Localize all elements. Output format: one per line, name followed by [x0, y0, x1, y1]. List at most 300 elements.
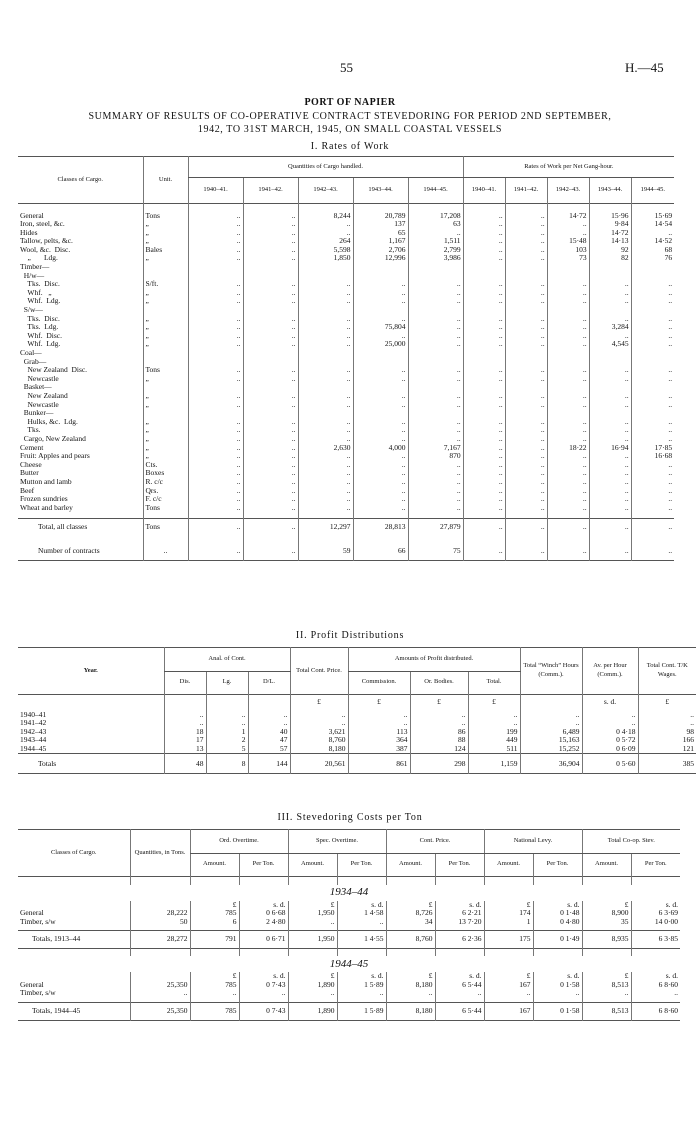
rate-cell: .. [463, 246, 505, 255]
rate-cell: .. [589, 366, 631, 375]
quantity-cell: 50 [130, 918, 190, 927]
rate-cell: .. [505, 444, 547, 453]
cargo-class-label: General [20, 909, 44, 918]
quantity-cell: .. [298, 487, 353, 496]
unit-cell: „ [143, 375, 188, 384]
rate-cell: .. [463, 366, 505, 375]
rate-cell: .. [463, 375, 505, 384]
rate-cell: .. [547, 487, 589, 496]
unit-symbol: £ [190, 901, 239, 910]
per-ton-cell: 0 4·80 [533, 918, 582, 927]
cargo-class-label: Tallow, pelts, &c. [20, 237, 73, 246]
quantity-cell: .. [243, 220, 298, 229]
quantity-cell: .. [353, 280, 408, 289]
rate-year-header: 1944–45. [631, 178, 674, 204]
quantity-cell: .. [243, 504, 298, 513]
header-av-hour: Av. per Hour (Comm.). [582, 648, 638, 695]
spacer-cell [18, 877, 130, 885]
quantity-cell: .. [353, 297, 408, 306]
rate-cell [631, 383, 674, 392]
rate-cell: .. [463, 392, 505, 401]
cargo-class-label: „ Ldg. [20, 254, 58, 263]
quantity-cell: .. [188, 418, 243, 427]
rate-cell [589, 263, 631, 272]
rate-cell: .. [463, 315, 505, 324]
quantity-cell [353, 306, 408, 315]
quantity-cell: .. [408, 392, 463, 401]
quantity-cell: .. [353, 392, 408, 401]
quantity-cell: .. [298, 435, 353, 444]
rate-cell: 14·72 [547, 212, 589, 221]
spacer-cell [533, 877, 582, 885]
table-row [18, 280, 674, 289]
quantity-cell: .. [408, 504, 463, 513]
rate-year-header: 1942–43. [547, 178, 589, 204]
quantity-cell [408, 306, 463, 315]
header-quantities: Quantities of Cargo handled. [188, 157, 463, 178]
amount-cell: 34 [386, 918, 435, 927]
unit-cell [143, 349, 188, 358]
cost-group-header: Cont. Price. [386, 830, 484, 854]
spacer-cell [353, 204, 408, 212]
hours-cell: 6,489 [520, 728, 582, 737]
quantity-cell: .. [408, 478, 463, 487]
quantity-cell: .. [188, 487, 243, 496]
cargo-class-label: S/w— [20, 306, 43, 315]
unit-cell: Bales [143, 246, 188, 255]
per-ton-cell: 6 5·44 [435, 981, 484, 990]
profit-cell: 298 [410, 754, 468, 774]
cargo-class-label: Tks. Disc. [20, 314, 60, 323]
rate-cell [631, 349, 674, 358]
quantity-cell [408, 349, 463, 358]
rate-cell: .. [505, 542, 547, 560]
header-unit: Unit. [143, 157, 188, 204]
wages-cell: 98 [638, 728, 696, 737]
unit-symbol: s. d. [337, 972, 386, 981]
spacer-row [18, 877, 680, 885]
unit-symbol: £ [484, 901, 533, 910]
rate-cell: .. [547, 426, 589, 435]
qty-year-header: 1940–41. [188, 178, 243, 204]
rate-cell: .. [631, 375, 674, 384]
quantity-cell [188, 409, 243, 418]
cost-subheader: Per Ton. [631, 853, 680, 877]
profit-cell: 86 [410, 728, 468, 737]
rate-cell: .. [631, 487, 674, 496]
rate-cell: .. [631, 518, 674, 536]
cont-subheader: Dis. [164, 671, 206, 695]
rate-cell: .. [463, 487, 505, 496]
hours-cell: .. [520, 719, 582, 728]
unit-symbol: £ [190, 972, 239, 981]
amount-cell: 785 [190, 909, 239, 918]
quantity-cell [408, 409, 463, 418]
rate-cell: .. [547, 518, 589, 536]
quantity-cell: .. [408, 401, 463, 410]
cost-subheader: Amount. [484, 853, 533, 877]
spacer-cell [631, 948, 680, 956]
profit-cell: .. [410, 719, 468, 728]
spacer-cell [188, 204, 243, 212]
table-row [18, 1002, 680, 1020]
unit-cell: „ [143, 289, 188, 298]
rate-year-header: 1941–42. [505, 178, 547, 204]
quantity-cell: .. [298, 495, 353, 504]
quantity-cell: 25,350 [130, 981, 190, 990]
amount-cell: 791 [190, 930, 239, 948]
cargo-class-label: Newcastle [20, 374, 59, 383]
quantity-cell: .. [408, 289, 463, 298]
quantity-cell: .. [298, 297, 353, 306]
rate-cell: .. [463, 435, 505, 444]
spacer-cell [18, 204, 143, 212]
rate-cell: 14·54 [631, 220, 674, 229]
quantity-cell: .. [188, 452, 243, 461]
rate-cell [463, 358, 505, 367]
quantity-cell: 3,986 [408, 254, 463, 263]
cargo-class-label: Coal— [20, 349, 42, 357]
quantity-cell: .. [408, 315, 463, 324]
rate-cell: .. [631, 280, 674, 289]
per-ton-cell: 0 1·58 [533, 981, 582, 990]
unit-cell [143, 263, 188, 272]
rate-cell: 76 [631, 254, 674, 263]
rate-cell [463, 272, 505, 281]
quantity-cell: 20,789 [353, 212, 408, 221]
rate-cell: .. [589, 461, 631, 470]
quantity-cell: .. [243, 495, 298, 504]
amount-cell: 1 [484, 918, 533, 927]
quantity-cell: .. [243, 542, 298, 560]
per-ton-cell: 1 4·58 [337, 909, 386, 918]
unit-symbol: s. d. [239, 901, 288, 910]
rate-cell [631, 306, 674, 315]
quantity-cell [408, 272, 463, 281]
cargo-class-label: Grab— [20, 357, 47, 366]
amount-cell: .. [582, 989, 631, 998]
rate-cell: .. [589, 435, 631, 444]
rate-cell [631, 263, 674, 272]
quantity-cell: .. [188, 254, 243, 263]
rate-cell: .. [463, 332, 505, 341]
section-1-title: I. Rates of Work [310, 141, 390, 152]
wages-cell: 166 [638, 736, 696, 745]
spacer-cell [505, 204, 547, 212]
wages-cell: .. [638, 719, 696, 728]
blank-cell [18, 972, 130, 981]
rate-cell: .. [463, 426, 505, 435]
unit-cell: F. c/c [143, 495, 188, 504]
amount-cell: 8,760 [386, 930, 435, 948]
table-row [18, 981, 680, 990]
quantity-cell: .. [243, 280, 298, 289]
table-row [18, 392, 674, 401]
spacer-cell [631, 877, 680, 885]
per-ton-cell: 6 2·36 [435, 930, 484, 948]
table-row [18, 237, 674, 246]
quantity-cell: .. [298, 478, 353, 487]
unit-cell: Tons [143, 518, 188, 536]
quantity-cell: .. [188, 220, 243, 229]
quantity-cell [298, 263, 353, 272]
stevedoring-costs-table [18, 829, 680, 1021]
table-row [18, 332, 674, 341]
rate-cell: 4,545 [589, 340, 631, 349]
quantity-cell: .. [408, 323, 463, 332]
rate-cell: 68 [631, 246, 674, 255]
rate-cell: .. [631, 478, 674, 487]
rate-cell: 3,284 [589, 323, 631, 332]
rate-cell: .. [589, 392, 631, 401]
table-row [18, 495, 674, 504]
rate-cell: .. [547, 392, 589, 401]
rate-cell: .. [463, 212, 505, 221]
header-quantities: Quantities, in Tons. [130, 830, 190, 877]
rate-cell: 16·68 [631, 452, 674, 461]
rate-cell: .. [589, 280, 631, 289]
wages-cell: 121 [638, 745, 696, 754]
av-hour-cell: 0 4·18 [582, 728, 638, 737]
quantity-cell: .. [353, 461, 408, 470]
quantity-cell: .. [353, 469, 408, 478]
cont-subheader: D/L. [248, 671, 290, 695]
rate-cell: .. [631, 332, 674, 341]
quantity-cell: .. [408, 375, 463, 384]
per-ton-cell: .. [631, 989, 680, 998]
rate-cell: .. [631, 542, 674, 560]
per-ton-cell: 0 1·58 [533, 1002, 582, 1020]
quantity-cell [353, 263, 408, 272]
av-hour-cell: 0 5·60 [582, 754, 638, 774]
rate-cell: .. [463, 340, 505, 349]
header-classes: Classes of Cargo. [50, 848, 97, 856]
price-cell: 20,561 [290, 754, 348, 774]
quantity-cell: .. [243, 323, 298, 332]
spacer-cell [337, 948, 386, 956]
cont-cell: 144 [248, 754, 290, 774]
qty-year-header: 1941–42. [243, 178, 298, 204]
spacer-cell [130, 877, 190, 885]
table-row [18, 478, 674, 487]
quantity-cell: .. [243, 375, 298, 384]
unit-cell: Cts. [143, 461, 188, 470]
cargo-class-label: Tks. Ldg. [20, 323, 59, 332]
blank-cell [248, 695, 290, 711]
cont-cell: 40 [248, 728, 290, 737]
rate-cell: .. [589, 542, 631, 560]
quantity-cell: 1,167 [353, 237, 408, 246]
rate-cell: .. [631, 435, 674, 444]
quantity-cell: .. [188, 518, 243, 536]
unit-cell: „ [143, 220, 188, 229]
quantity-cell: .. [243, 229, 298, 238]
quantity-cell: .. [188, 212, 243, 221]
quantity-cell: .. [243, 444, 298, 453]
rate-cell [631, 409, 674, 418]
rate-cell: 82 [589, 254, 631, 263]
rate-cell: .. [463, 452, 505, 461]
quantity-cell [188, 263, 243, 272]
rate-cell: .. [547, 478, 589, 487]
rate-cell: .. [631, 315, 674, 324]
cont-cell: 2 [206, 736, 248, 745]
per-ton-cell: 0 6·68 [239, 909, 288, 918]
table-row [18, 297, 674, 306]
quantity-cell [298, 409, 353, 418]
table-row [18, 918, 680, 927]
unit-symbol: £ [288, 901, 337, 910]
amount-cell: .. [190, 989, 239, 998]
cost-subheader: Amount. [190, 853, 239, 877]
amount-cell: 35 [582, 918, 631, 927]
cost-subheader: Amount. [582, 853, 631, 877]
spacer-row [18, 204, 674, 212]
rate-cell: .. [589, 478, 631, 487]
table-row [18, 212, 674, 221]
unit-cell: Boxes [143, 469, 188, 478]
table-row [18, 989, 680, 998]
per-ton-cell: 6 8·60 [631, 981, 680, 990]
quantity-cell: .. [188, 229, 243, 238]
wages-cell: .. [638, 711, 696, 720]
rate-cell: .. [505, 478, 547, 487]
quantity-cell: .. [243, 452, 298, 461]
unit-cell [143, 383, 188, 392]
cargo-class-label: Beef [20, 486, 35, 495]
cont-cell: 47 [248, 736, 290, 745]
quantity-cell: .. [298, 418, 353, 427]
year-label: Totals [38, 758, 57, 768]
cost-subheader: Amount. [386, 853, 435, 877]
cost-group-header: Ord. Overtime. [190, 830, 288, 854]
quantity-cell: .. [243, 461, 298, 470]
amount-cell: 8,935 [582, 930, 631, 948]
quantity-cell: .. [353, 452, 408, 461]
quantity-cell: 65 [353, 229, 408, 238]
unit-symbol: £ [582, 972, 631, 981]
rate-cell: .. [505, 323, 547, 332]
per-ton-cell: 6 5·44 [435, 1002, 484, 1020]
unit-symbol: s. d. [239, 972, 288, 981]
quantity-cell: .. [408, 418, 463, 427]
unit-cell: „ [143, 435, 188, 444]
quantity-cell: .. [243, 254, 298, 263]
quantity-cell [188, 358, 243, 367]
blank-cell [18, 695, 164, 711]
rate-cell: .. [589, 426, 631, 435]
unit-symbol: s. d. [631, 972, 680, 981]
rate-cell: .. [547, 401, 589, 410]
unit-cell: R. c/c [143, 478, 188, 487]
rate-cell: .. [589, 315, 631, 324]
subtitle-line-2: 1942, TO 31ST MARCH, 1945, ON SMALL COASTAL VESSELS [197, 124, 503, 135]
unit-symbol: s. d. [533, 901, 582, 910]
rate-cell [547, 306, 589, 315]
spacer-cell [435, 948, 484, 956]
rate-cell: .. [463, 418, 505, 427]
unit-symbol: £ [468, 695, 520, 711]
quantity-cell: .. [408, 426, 463, 435]
rate-cell: .. [463, 220, 505, 229]
table-row [18, 358, 674, 367]
spacer-cell [288, 877, 337, 885]
cargo-class-label: Cheese [20, 460, 42, 469]
profit-cell: 861 [348, 754, 410, 774]
profit-cell: 199 [468, 728, 520, 737]
quantity-cell: .. [353, 426, 408, 435]
unit-cell: „ [143, 401, 188, 410]
table-row [18, 315, 674, 324]
rate-cell: .. [505, 340, 547, 349]
quantity-cell: 7,167 [408, 444, 463, 453]
spacer-cell [18, 948, 130, 956]
rate-cell: .. [505, 332, 547, 341]
cost-subheader: Amount. [288, 853, 337, 877]
price-cell: .. [290, 711, 348, 720]
spacer-cell [239, 948, 288, 956]
table-row [18, 349, 674, 358]
quantity-cell [188, 306, 243, 315]
document-reference: H.—45 [625, 60, 664, 75]
profit-subheader: Commission. [348, 671, 410, 695]
rate-cell [589, 383, 631, 392]
rate-cell: .. [505, 212, 547, 221]
unit-cell: „ [143, 452, 188, 461]
rate-cell: 17·85 [631, 444, 674, 453]
unit-cell [143, 306, 188, 315]
quantity-cell: 28,222 [130, 909, 190, 918]
quantity-cell: .. [298, 289, 353, 298]
spacer-cell [582, 877, 631, 885]
per-ton-cell: 14 0·00 [631, 918, 680, 927]
rate-cell: .. [589, 452, 631, 461]
units-row [18, 695, 696, 711]
cargo-class-label: Whf. Ldg. [20, 340, 61, 349]
spacer-cell [408, 204, 463, 212]
table-row [18, 272, 674, 281]
cargo-class-label: Frozen sundries [20, 495, 68, 504]
cargo-class-label: Wheat and barley [20, 503, 73, 512]
profit-distributions-table [18, 647, 696, 774]
spacer-cell [484, 877, 533, 885]
cont-subheader: Lg. [206, 671, 248, 695]
rate-cell: .. [547, 495, 589, 504]
cont-cell: 13 [164, 745, 206, 754]
unit-cell: Tons [143, 504, 188, 513]
rate-cell [547, 263, 589, 272]
rate-cell [589, 306, 631, 315]
cargo-class-label: Total, all classes [38, 522, 88, 532]
rate-cell: .. [463, 280, 505, 289]
table-row [18, 487, 674, 496]
hours-cell: .. [520, 711, 582, 720]
per-ton-cell: 6 2·21 [435, 909, 484, 918]
quantity-cell: .. [298, 426, 353, 435]
quantity-cell: .. [188, 340, 243, 349]
unit-symbol: s. d. [435, 972, 484, 981]
quantity-cell: 27,879 [408, 518, 463, 536]
cont-cell: .. [164, 711, 206, 720]
quantity-cell: 17,208 [408, 212, 463, 221]
quantity-cell: .. [188, 323, 243, 332]
amount-cell: .. [288, 918, 337, 927]
rate-cell: .. [589, 289, 631, 298]
page-number: 55 [340, 60, 353, 75]
rate-cell: .. [463, 518, 505, 536]
rate-cell: .. [505, 495, 547, 504]
quantity-cell: .. [353, 332, 408, 341]
